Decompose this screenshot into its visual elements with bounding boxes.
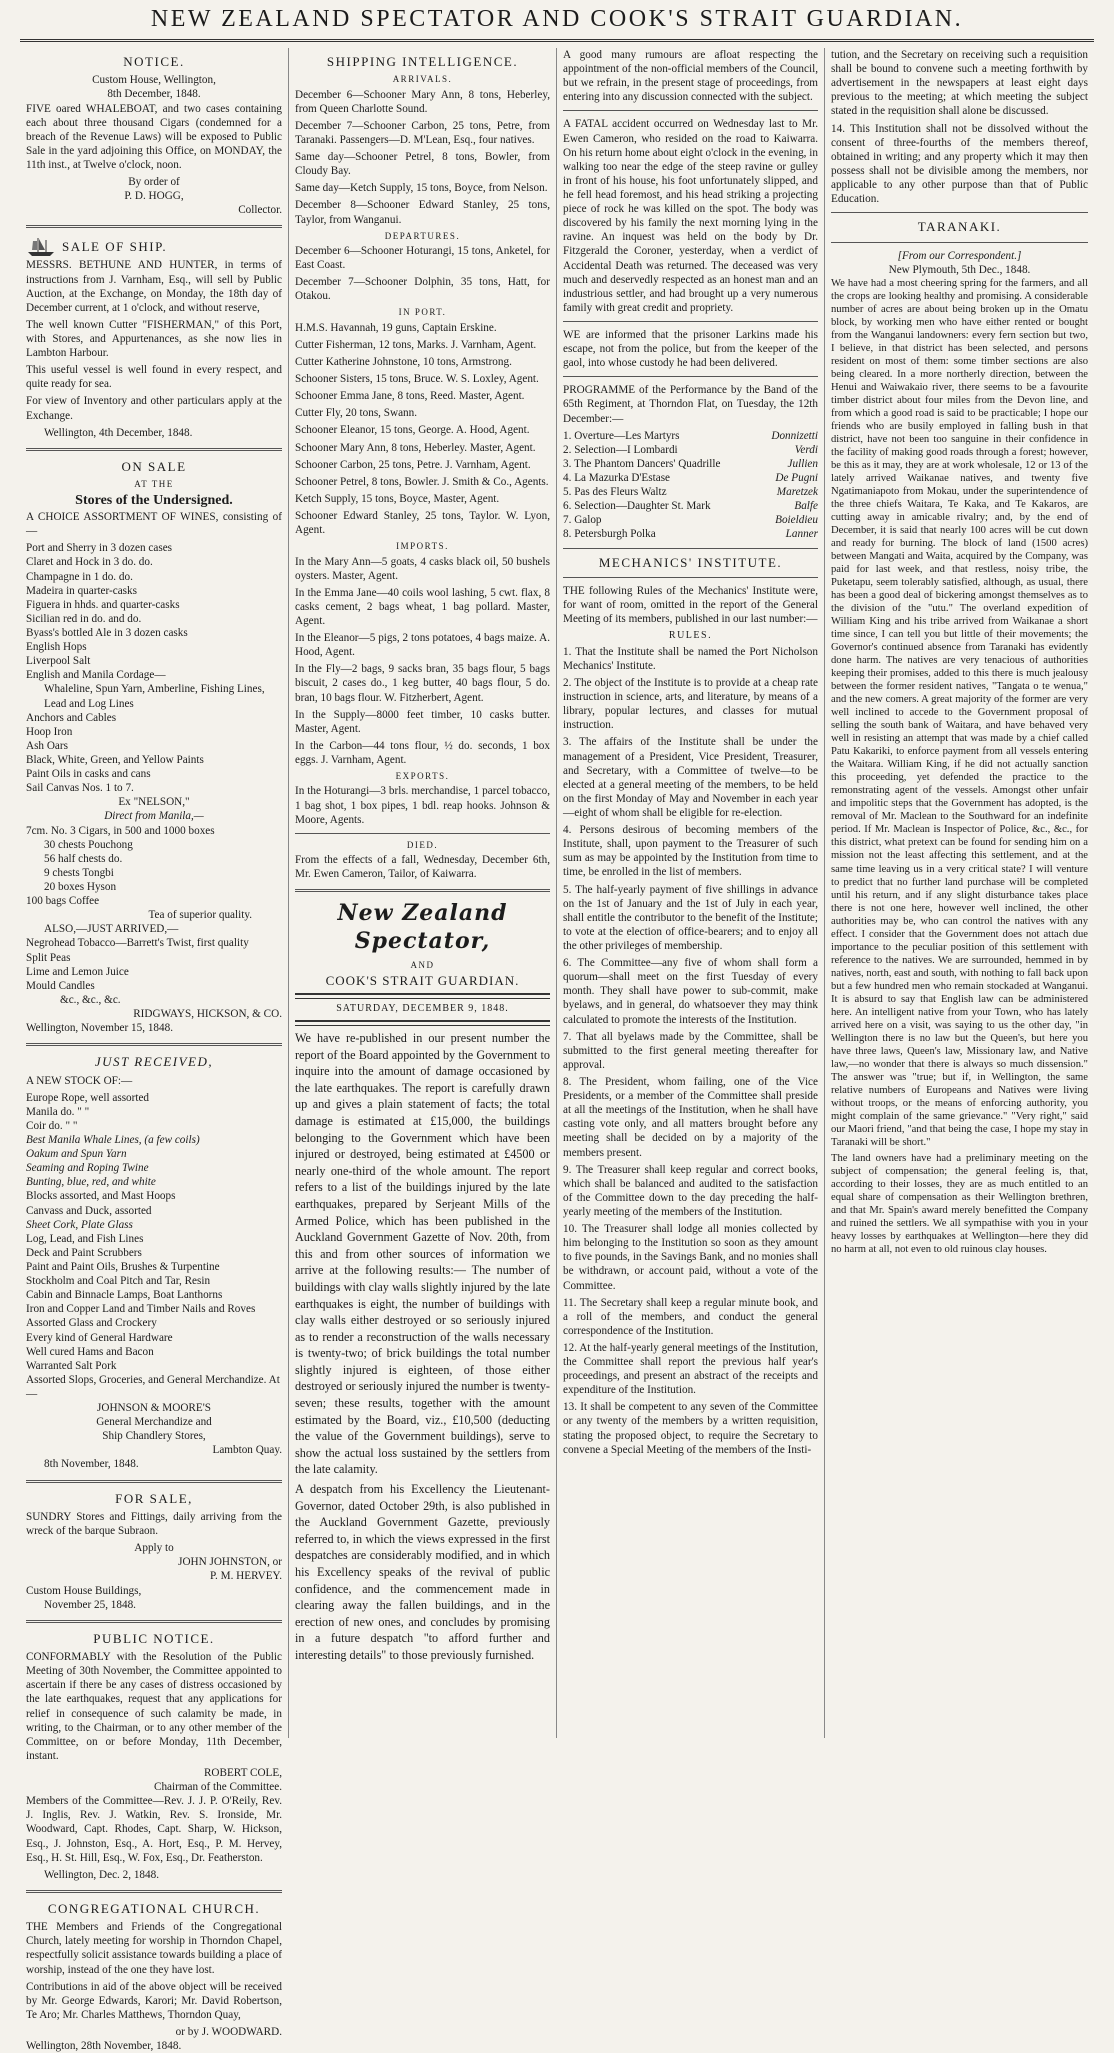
list-item: Iron and Copper Land and Timber Nails and Roves (26, 1303, 256, 1316)
inport-heading: IN PORT. (398, 307, 447, 318)
list-item: Coir do. " " (26, 1119, 78, 1132)
columns (20, 48, 1094, 2053)
public-heading: PUBLIC NOTICE. (93, 1630, 215, 1646)
list-item: Lime and Lemon Juice (26, 965, 129, 978)
list-item: Oakum and Spun Yarn (26, 1148, 127, 1161)
divider (563, 548, 818, 549)
divider (295, 889, 550, 892)
inport-item: Cutter Fly, 20 tons, Swann. (295, 407, 418, 420)
list-item: 7cm. No. 3 Cigars, in 500 and 1000 boxes (26, 824, 215, 837)
programme-item: 7. Galop Boieldieu (563, 514, 818, 527)
council-paragraph: A good many rumours are afloat respecting the appointment of the non-official members of the Council, but we refrain, in the present stage of proceedings, from entering into any discussion connected with the subject. (563, 49, 818, 104)
taranaki-dateline: New Plymouth, 5th Dec., 1848. (888, 263, 1031, 276)
list-item: Paint Oils in casks and cans (26, 768, 151, 781)
rule-item: 8. The President, whom failing, one of the Vice Presidents, or a member of the Committee shall preside at all the meetings of the Institution, when he shall have casting vote only, and all matters brought before any meeting shall be decided on by a majority of the members present. (563, 1075, 818, 1159)
list-item: Assorted Glass and Crockery (26, 1317, 157, 1330)
forsale-n2: P. M. HERVEY. (210, 1570, 282, 1583)
sale-date: Wellington, 4th December, 1848. (44, 426, 193, 439)
programme-item: 3. The Phantom Dancers' Quadrille Jullien (563, 457, 818, 470)
church-p2: Contributions in aid of the above object will be received by Mr. George Edwards, Karori; Mr. David Robertson, Te Aro; Mr. Charles Matthews, Thorndon Quay, (26, 1980, 282, 2021)
rule-item: 9. The Treasurer shall keep regular and correct books, which shall be balanced and audited to the satisfaction of the Committee down to the day preceding the half-yearly meeting of the members of the Institution. (563, 1163, 818, 1218)
sale-body: MESSRS. BETHUNE AND HUNTER, in terms of instructions from J. Varnham, Esq., will sell by Public Auction, at the Exchange, on Monday, the 18th day of December current, at 1 o'clock, and without reserve, (26, 259, 282, 314)
sale-p4: For view of Inventory and other particulars apply at the Exchange. (26, 395, 282, 422)
list-item: Mould Candles (26, 979, 95, 992)
list-item: Black, White, Green, and Yellow Paints (26, 753, 204, 766)
import-item: In the Eleanor—5 pigs, 2 tons potatoes, 4 bags maize. A. Hood, Agent. (295, 632, 550, 659)
paper-date: SATURDAY, DECEMBER 9, 1848. (336, 1003, 509, 1015)
inport-item: Cutter Fisherman, 12 tons, Marks. J. Varnham, Agent. (295, 338, 537, 351)
departure-item: December 7—Schooner Dolphin, 35 tons, Hatt, for Otakou. (295, 276, 550, 303)
arrival-item: December 8—Schooner Edward Stanley, 25 tons, Taylor, from Wanganui. (295, 199, 550, 226)
forsale-date: November 25, 1848. (44, 1598, 136, 1611)
notice-date: 8th December, 1848. (107, 88, 201, 101)
arrival-item: Same day—Ketch Supply, 15 tons, Boyce, from Nelson. (295, 182, 548, 195)
sale-p2: The well known Cutter "FISHERMAN," of this Port, with Stores, and Appurtenances, as she now lies in Lambton Harbour. (26, 318, 282, 360)
public-date: Wellington, Dec. 2, 1848. (44, 1868, 159, 1881)
rule-continued: tution, and the Secretary on receiving such a requisition shall be bound to convene such a meeting forthwith by advertisement in the newspapers at least eight days previous to the meeting; at which meeting the subject stated in the requisition shall alone be discussed. (831, 49, 1088, 118)
rule-item: 1. That the Institute shall be named the Port Nicholson Mechanics' Institute. (563, 645, 818, 672)
list-item: Byass's bottled Ale in 3 dozen casks (26, 626, 188, 639)
masthead: NEW ZEALAND SPECTATOR AND COOK'S STRAIT GUARDIAN. (20, 6, 1094, 42)
onsale-firm: RIDGWAYS, HICKSON, & CO. (133, 1007, 282, 1020)
rule-item: 5. The half-yearly payment of five shillings in advance on the 1st of January and the 1st of July in each year, shall entitle the contributor to the benefit of the Institute; to vote at the election of office-bearers; and to enjoy all the other privileges of membership. (563, 883, 818, 952)
list-item: Split Peas (26, 951, 71, 964)
rule-item: 7. That all byelaws made by the Committee, shall be submitted to the first general meeting thereafter for approval. (563, 1030, 818, 1071)
list-item: Deck and Paint Scrubbers (26, 1246, 142, 1259)
imports-heading: IMPORTS. (396, 541, 449, 552)
list-item: Every kind of General Hardware (26, 1331, 173, 1344)
rule-item: 4. Persons desirous of becoming members of the Institute, shall, upon payment to the Treasurer of such sum as may be appointed by the Institution from time to time, be enrolled in the list of members. (563, 824, 818, 879)
list-item: Log, Lead, and Fish Lines (26, 1232, 144, 1245)
forsale-place: Custom House Buildings, (26, 1584, 142, 1597)
justrec-firm4: Lambton Quay. (212, 1444, 282, 1457)
exports-heading: EXPORTS. (395, 771, 450, 782)
inport-item: Schooner Eleanor, 15 tons, George. A. Hood, Agent. (295, 424, 530, 437)
list-item: Figuera in hhds. and quarter-casks (26, 598, 180, 611)
list-item: Bunting, blue, red, and white (26, 1176, 156, 1189)
editorial-paragraph: We have re-published in our present number the report of the Board appointed by the Government to inquire into the amount of damage occasioned by the late earthquakes. The report is carefully drawn up and gives a plain statement of facts; the total damage is estimated at £15,000, the buildings belonging to the Government which have been injured or destroyed, being estimated at £4500 or nearly one-third of the whole amount. The report refers to a list of the buildings injured by the late earthquakes, prepared by Serjeant Mills of the Armed Police, which has been published in the Auckland Government Gazette of Nov. 20th, from this and from other sources of information we arrive at the following results:— The number of buildings with clay walls slightly injured by the late earthquakes is eight, the number of buildings with clay walls either destroyed or so seriously injured as to render a reconstruction of the walls necessary is twenty-two; of brick buildings the total number slightly injured is eighteen, of those either destroyed or seriously injured the number is twenty-seven; these results, together with the amount estimated by the Board, viz., £10,500 (deducting the value of the Government buildings), serve to show the actual loss sustained by the settlers from the late calamity. (295, 1031, 550, 1477)
list-item: 9 chests Tongbi (44, 866, 114, 879)
column-2 (288, 48, 556, 1738)
divider (26, 448, 282, 451)
justrec-firm: JOHNSON & MOORE'S (97, 1402, 211, 1415)
paper-subtitle: COOK'S STRAIT GUARDIAN. (325, 973, 520, 989)
list-item: 20 boxes Hyson (44, 880, 117, 893)
correspondent-note: [From our Correspondent.] (897, 249, 1022, 262)
rule-item: 14. This Institution shall not be dissolved without the consent of three-fourths of the members thereof, obtained in writing; and any property which it may then possess shall not be divisible among the members, nor applicable to any other purpose than that of Public Education. (831, 122, 1088, 206)
list-item: &c., &c., &c. (60, 993, 121, 1006)
programme-item: 4. La Mazurka D'Estase De Pugni (563, 471, 818, 484)
onsale-list-2 (26, 824, 282, 909)
notice-place: Custom House, Wellington, (92, 74, 216, 87)
sale-p3: This useful vessel is well found in every respect, and quite ready for sea. (26, 364, 282, 391)
inport-item: Ketch Supply, 15 tons, Boyce, Master, Agent. (295, 492, 500, 505)
import-item: In the Carbon—44 tons flour, ½ do. seconds, 1 box eggs. J. Varnham, Agent. (295, 739, 550, 766)
notice-role: Collector. (238, 204, 282, 217)
inport-item: Schooner Emma Jane, 8 tons, Reed. Master, Agent. (295, 390, 525, 403)
column-1 (20, 48, 288, 2053)
list-item: Liverpool Salt (26, 655, 91, 668)
forsale-n1: JOHN JOHNSTON, or (178, 1556, 282, 1569)
programme-item: 8. Petersburgh Polka Lanner (563, 528, 818, 541)
list-item: Assorted Slops, Groceries, and General Merchandize. At— (26, 1373, 280, 1400)
column-4 (824, 48, 1094, 1738)
divider (831, 242, 1088, 243)
inport-item: H.M.S. Havannah, 19 guns, Captain Erskine. (295, 321, 497, 334)
list-item: Manila do. " " (26, 1105, 90, 1118)
import-item: In the Mary Ann—5 goats, 4 casks black oil, 50 bushels oysters. Master, Agent. (295, 555, 550, 582)
list-item: Cabin and Binnacle Lamps, Boat Lanthorns (26, 1289, 223, 1302)
divider (26, 1480, 282, 1483)
departure-item: December 6—Schooner Hoturangi, 15 tons, Anketel, for East Coast. (295, 245, 550, 272)
rule-item: 3. The affairs of the Institute shall be under the management of a President, Vice President, Treasurer, and Secretary, with a Committee of twelve—to be elected at a general meeting of the members, to be held on the first Monday of May and November in each year—eight of whom shall be eligible for re-election. (563, 736, 818, 819)
public-role: Chairman of the Committee. (153, 1781, 282, 1794)
inport-item: Schooner Edward Stanley, 25 tons, Taylor. W. Lyon, Agent. (295, 509, 550, 537)
export-item: In the Hoturangi—3 brls. merchandise, 1 parcel tobacco, 1 bag shot, 1 box pipes, 1 bdl. reap hooks. Johnson & Moore, Agents. (295, 785, 550, 826)
onsale-stores: Stores of the Undersigned. (75, 493, 233, 509)
taranaki-heading: TARANAKI. (917, 219, 1002, 235)
divider (563, 321, 818, 322)
public-body: CONFORMABLY with the Resolution of the Public Meeting of 30th November, the Committee appointed to ascertain if there be any cases of distress occasioned by the late earthquakes, request that any applications for relief in consequence of such calamity be made, in writing, to the Chairman, or to any other member of the Committee, on or before Monday, 11th December, instant. (26, 1651, 282, 1762)
list-item: Champagne in 1 do. do. (26, 570, 133, 583)
public-sign: ROBERT COLE, (203, 1766, 282, 1779)
onsale-list (26, 541, 282, 795)
list-item: Madeira in quarter-casks (26, 584, 137, 597)
died-notice: From the effects of a fall, Wednesday, December 6th, Mr. Ewen Cameron, Tailor, of Kaiwarra. (295, 854, 550, 881)
list-item: Port and Sherry in 3 dozen cases (26, 542, 173, 555)
taranaki-paragraph: We have had a most cheering spring for the farmers, and all the crops are looking healthy and promising. A considerable number of acres are about being broken up in the Omatu block, by working men who have either rented or bought from the Wanganui landowners: every fern section but two, I believe, in that district has been selected, and persons resident on most of them: some timber sections are also being cleared. In a more northerly direction, between the Henui and Waiwakaio river, there seems to be a favourite timber district about four miles from the Devon line, and from which a good road is said to be practicable; I hope our friends who are busily employed in falling bush in that district, have not been too sanguine in their confidence in the facility of making good roads through a forest; however, be this as it may, they are at work wholesale, 12 or 13 of the lately arrived Waikanae natives, and twenty five Ngatimaniapoto from Mokau, under the superintendence of the three chiefs Waitara, Te Kaka, and Te Kakaros, are cutting away in amicable rivalry; and, by the end of December, it is said that nearly 100 acres will be cut down and ready for burning. The block of land (1500 acres) between Mangati and Waita, acquired by the Company, was paid for last week, and that restless, noisy tribe, the Puketapu, seem tolerably satisfied, although, as usual, there has been a good deal of bickering amongst themselves as to the division of the "utu." The overland expedition of William King and his tribe arrived from Waikanae a short time since, I can tell you but little of their movements; the Governor's continued absence from Taranaki has evidently done harm. The natives are very tenacious of authorities keeping their promises, added to this there is much jealousy between the former resident natives, "Tangata o te wenua," and the new comers. A great majority of the former are very well inclined to accede to the Government proposal of selling the south bank of Waitara, and have behaved very well in resisting an attempt that was made by a chief called Patu Kakariki, to enforce payment from all vessels entering the Waitara. William King, if he did not actually sanction this proceeding, yet defended the practice to the remonstrating agent of the vessels. Amongst other unfair and impolitic steps that the Government has adopted, is the removal of Mr. Maclean to the Southward for an indefinite period. If Mr. Maclean is Inspector of Police, &c., &c., for this district, what pretext can be found for sending him on a mission not the least affecting this settlement, and at the same time leaving us in a very critical state? I will venture to predict that no further land purchase will be completed until his return, and if any slight disturbance takes place there is not one here, however well inclined, the other authorities may be, who can control the natives with any effect. I consider that the Government does not attach due importance to the peculiar position of this settlement with reference to the natives. We are surrounded, hemmed in by natives, north, east and south, with nothing to fall back upon but a few hundred men who remain stockaded at Wanganui. It is absurd to say that English law can be administered here. An intelligent native from your Town, who has lately arrived here on a visit, was saying to us the other day, "in Wellington there is no law but the Queen's, but here you have three laws, Queen's law, Missionary law, and Native law,—no wonder that there is always so much dissension." The answer was "true; but if, in Wellington, the same relative numbers of Europeans and Natives were living without troops, or the means of enforcing authority, you might complain of the same grievance." "Very right," said our Maori friend, "and that being the case, I hope my stay in Taranaki will be short." (831, 277, 1088, 1148)
onsale-ex: Ex "NELSON," (118, 796, 190, 809)
church-date: Wellington, 28th November, 1848. (26, 2040, 182, 2053)
justrec-firm2: General Merchandize and (96, 1416, 212, 1429)
column-3 (556, 48, 824, 1738)
rule-item: 11. The Secretary shall keep a regular minute book, and a roll of the members, and conduct the general correspondence of the Institution. (563, 1296, 818, 1337)
programme-item: 5. Pas des Fleurs Waltz Maretzek (563, 486, 818, 499)
justrec-date: 8th November, 1848. (44, 1458, 139, 1471)
notice-name: P. D. HOGG, (124, 190, 184, 203)
onsale-direct: Direct from Manila,— (104, 810, 204, 823)
rule-item: 10. The Treasurer shall lodge all monies collected by him belonging to the Institution so soon as they amount to five pounds, in the Savings Bank, and no monies shall be withdrawn, or account paid, without a vote of the Committee. (563, 1223, 818, 1292)
programme-item: 6. Selection—Daughter St. Mark Balfe (563, 500, 818, 513)
inport-item: Schooner Carbon, 25 tons, Petre. J. Varnham, Agent. (295, 458, 531, 471)
list-item: Stockholm and Coal Pitch and Tar, Resin (26, 1275, 211, 1288)
onsale-intro: A CHOICE ASSORTMENT OF WINES, consisting of— (26, 511, 282, 538)
departures-heading: DEPARTURES. (384, 230, 461, 241)
taranaki-paragraph: The land owners have had a preliminary meeting on the subject of compensation; the general feeling is, that, according to their losses, they are as much entitled to an equal share of compensation as their Wellington brethren, and that Mr. Spain's award merely benefitted the Company and ruined the settlers. We all sympathise with you in your heavy losses by earthquakes at Wellington—here they did no harm at all, not even to old ruinous clay houses. (831, 1152, 1088, 1255)
divider (563, 577, 818, 578)
inport-item: Schooner Mary Ann, 8 tons, Heberley. Master, Agent. (295, 441, 536, 454)
list-item: Canvass and Duck, assorted (26, 1204, 152, 1217)
arrival-item: December 7—Schooner Carbon, 25 tons, Petre, from Taranaki. Passengers—D. M'Lean, Esq., four natives. (295, 119, 550, 147)
inport-item: Schooner Petrel, 8 tons, Bowler. J. Smith & Co., Agents. (295, 475, 549, 488)
programme-item: 1. Overture—Les Martyrs Donnizetti (563, 429, 818, 442)
forsale-heading: FOR SALE, (115, 1490, 193, 1506)
church-p3: or by J. WOODWARD. (175, 2026, 282, 2038)
accident-paragraph: A FATAL accident occurred on Wednesday last to Mr. Ewen Cameron, who resided on the road to Kaiwarra. On his return home about eight o'clock in the evening, in walking too near the edge of the steep ravine or gulley in front of his house, his foot unfortunately slipped, and he fell head foremost, and his head striking a projecting piece of rock he was killed on the spot. The body was discovered by his family the next morning lying in the ravine. An inquest was held on the body by Dr. Fitzgerald the Coroner, yesterday, when a verdict of Accidental Death was returned. The deceased was very much and deservedly respected as an honest man and an industrious settler, and had brought up a very numerous family with great credit and propriety. (563, 118, 818, 314)
list-item: Ash Oars (26, 739, 68, 752)
list-item: Europe Rope, well assorted (26, 1091, 150, 1104)
list-item: Sicilian red in do. and do. (26, 612, 142, 625)
list-item: 100 bags Coffee (26, 895, 100, 908)
notice-byorder: By order of (128, 176, 180, 189)
forsale-body: SUNDRY Stores and Fittings, daily arriving from the wreck of the barque Subraon. (26, 1510, 282, 1538)
list-item: English and Manila Cordage— (26, 669, 166, 682)
list-item: 56 half chests do. (44, 852, 123, 865)
shipping-heading: SHIPPING INTELLIGENCE. (326, 54, 519, 69)
notice-heading: NOTICE. (123, 54, 185, 69)
onsale-date: Wellington, November 15, 1848. (26, 1022, 173, 1035)
programme-list (563, 429, 818, 542)
justrec-intro: A NEW STOCK OF:— (26, 1074, 133, 1087)
import-item: In the Fly—2 bags, 9 sacks bran, 35 bags flour, 5 bags biscuit, 2 cases do., 1 keg butter, 40 bags flour, 5 do. bran, 10 bags flour. W. Fitzherbert, Agent. (295, 663, 550, 704)
mechanics-heading: MECHANICS' INSTITUTE. (598, 554, 783, 570)
import-item: In the Emma Jane—40 coils wool lashing, 5 cwt. flax, 8 casks cement, 2 bags wheat, 1 bag pollard. Master, Agent. (295, 586, 550, 627)
rule-item: 6. The Committee—any five of whom shall form a quorum—shall meet on the first Tuesday of every month. They shall have power to sub-commit, make byelaws, and in general, do whatsoever they may think calculated to promote the interests of the Institution. (563, 957, 818, 1026)
programme-item: 2. Selection—I Lombardi Verdi (563, 443, 818, 456)
onsale-tea: Tea of superior quality. (148, 909, 252, 922)
church-body: THE Members and Friends of the Congregational Church, lately meeting for worship in Thorndon Chapel, respectfully solicit assistance towards building a place of worship, instead of the one they have lost. (26, 1921, 282, 1976)
inport-item: Cutter Katherine Johnstone, 10 tons, Armstrong. (295, 356, 512, 368)
rule-item: 2. The object of the Institute is to provide at a cheap rate instruction in science, arts, and literature, by means of a library, popular lectures, and classes for mutual instruction. (563, 677, 818, 732)
sale-header (26, 236, 282, 258)
ship-icon (26, 236, 56, 258)
justrec-list (26, 1091, 282, 1401)
list-item: Negrohead Tobacco—Barrett's Twist, first quality (26, 937, 249, 950)
list-item: Sail Canvas Nos. 1 to 7. (26, 782, 134, 795)
arrival-item: December 6—Schooner Mary Ann, 8 tons, Heberley, from Queen Charlotte Sound. (295, 88, 550, 115)
divider (26, 1043, 282, 1046)
sale-heading: SALE OF SHIP. (62, 239, 168, 255)
list-item: Best Manila Whale Lines, (a few coils) (26, 1133, 200, 1146)
justrec-firm3: Ship Chandlery Stores, (102, 1430, 206, 1443)
divider (26, 225, 282, 228)
rules-heading: RULES. (668, 630, 713, 642)
import-item: In the Supply—8000 feet timber, 10 casks butter. Master, Agent. (295, 708, 550, 735)
title-rule (295, 993, 550, 999)
divider (295, 833, 550, 834)
list-item: Whaleline, Spun Yarn, Amberline, Fishing Lines, Lead and Log Lines (44, 683, 265, 710)
onsale-at: AT THE (134, 479, 174, 490)
divider (831, 212, 1088, 213)
died-heading: DIED. (406, 839, 439, 850)
notice-body: FIVE oared WHALEBOAT, and two cases containing each about three thousand Cigars (condemned for a breach of the Revenue Laws) will be exposed to Public Sale in the yard adjoining this Office, on MONDAY, the 11th inst., at Twelve o'clock, noon. (26, 102, 282, 172)
list-item: Warranted Salt Pork (26, 1359, 117, 1372)
rule-item: 12. At the half-yearly general meetings of the Institution, the Committee shall report the previous half year's proceedings, and present an abstract of the receipts and expenditure of the Institution. (563, 1341, 818, 1397)
list-item: Anchors and Cables (26, 711, 117, 724)
divider (563, 376, 818, 377)
title-rule (295, 1020, 550, 1026)
rule-item: 13. It shall be competent to any seven of the Committee or any twenty of the members by a written requisition, stating the proposed object, to require the Secretary to convene a Special Meeting of the members of the Insti- (563, 1401, 818, 1456)
paper-and: AND (410, 959, 435, 970)
inport-item: Schooner Sisters, 15 tons, Bruce. W. S. Loxley, Agent. (295, 373, 539, 386)
mechanics-intro: THE following Rules of the Mechanics' Institute were, for want of room, omitted in the report of the General Meeting of its members, published in our last number:— (563, 584, 818, 626)
list-item: Sheet Cork, Plate Glass (26, 1218, 133, 1231)
divider (26, 1620, 282, 1623)
divider (563, 110, 818, 111)
list-item: Blocks assorted, and Mast Hoops (26, 1190, 176, 1203)
programme-intro: PROGRAMME of the Performance by the Band of the 65th Regiment, at Thorndon Flat, on Tuesday, the 12th December:— (563, 384, 818, 425)
arrivals-heading: ARRIVALS. (392, 74, 453, 85)
list-item: Well cured Hams and Bacon (26, 1345, 154, 1358)
divider (26, 1890, 282, 1893)
paper-title: New Zealand Spectator, (337, 900, 508, 954)
list-item: Seaming and Roping Twine (26, 1162, 149, 1175)
escape-paragraph: WE are informed that the prisoner Larkins made his escape, not from the police, but from the keeper of the gaol, into whose custody he had been delivered. (563, 328, 818, 370)
arrival-item: Same day—Schooner Petrel, 8 tons, Bowler, from Cloudy Bay. (295, 151, 550, 178)
list-item: 30 chests Pouchong (44, 838, 133, 851)
editorial-paragraph: A despatch from his Excellency the Lieutenant-Governor, dated October 29th, is also published in the Auckland Government Gazette, previously referred to, in which the views expressed in the first despatches are considerably modified, and in which his Excellency speaks of the revival of public confidence, and the commencement made in clearing away the fallen buildings, and in the erection of new ones, and concludes by promising in a future despatch "to afford further and interesting details" to those previously furnished. (295, 1482, 550, 1662)
church-heading: CONGREGATIONAL CHURCH. (47, 1900, 261, 1916)
public-members: Members of the Committee—Rev. J. J. P. O'Reily, Rev. J. Inglis, Rev. J. Watkin, Rev. S. Ironside, Mr. Woodward, Capt. Rhodes, Capt. Sharp, W. Hickson, Esq., J. Johnston, Esq., A. Hort, Esq., P. M. Hervey, Esq., H. St. Hill, Esq., W. Fox, Esq., Dr. Featherston. (26, 1795, 282, 1864)
justrec-heading: JUST RECEIVED, (94, 1054, 214, 1070)
list-item: Claret and Hock in 3 do. do. (26, 556, 153, 569)
onsale-heading: ON SALE (121, 458, 187, 474)
list-item: Hoop Iron (26, 725, 73, 738)
onsale-also: ALSO,—JUST ARRIVED,— (44, 923, 179, 936)
list-item: English Hops (26, 641, 87, 654)
list-item: Paint and Paint Oils, Brushes & Turpentine (26, 1260, 220, 1273)
forsale-apply: Apply to (134, 1542, 174, 1555)
onsale-list-3 (26, 936, 282, 1007)
